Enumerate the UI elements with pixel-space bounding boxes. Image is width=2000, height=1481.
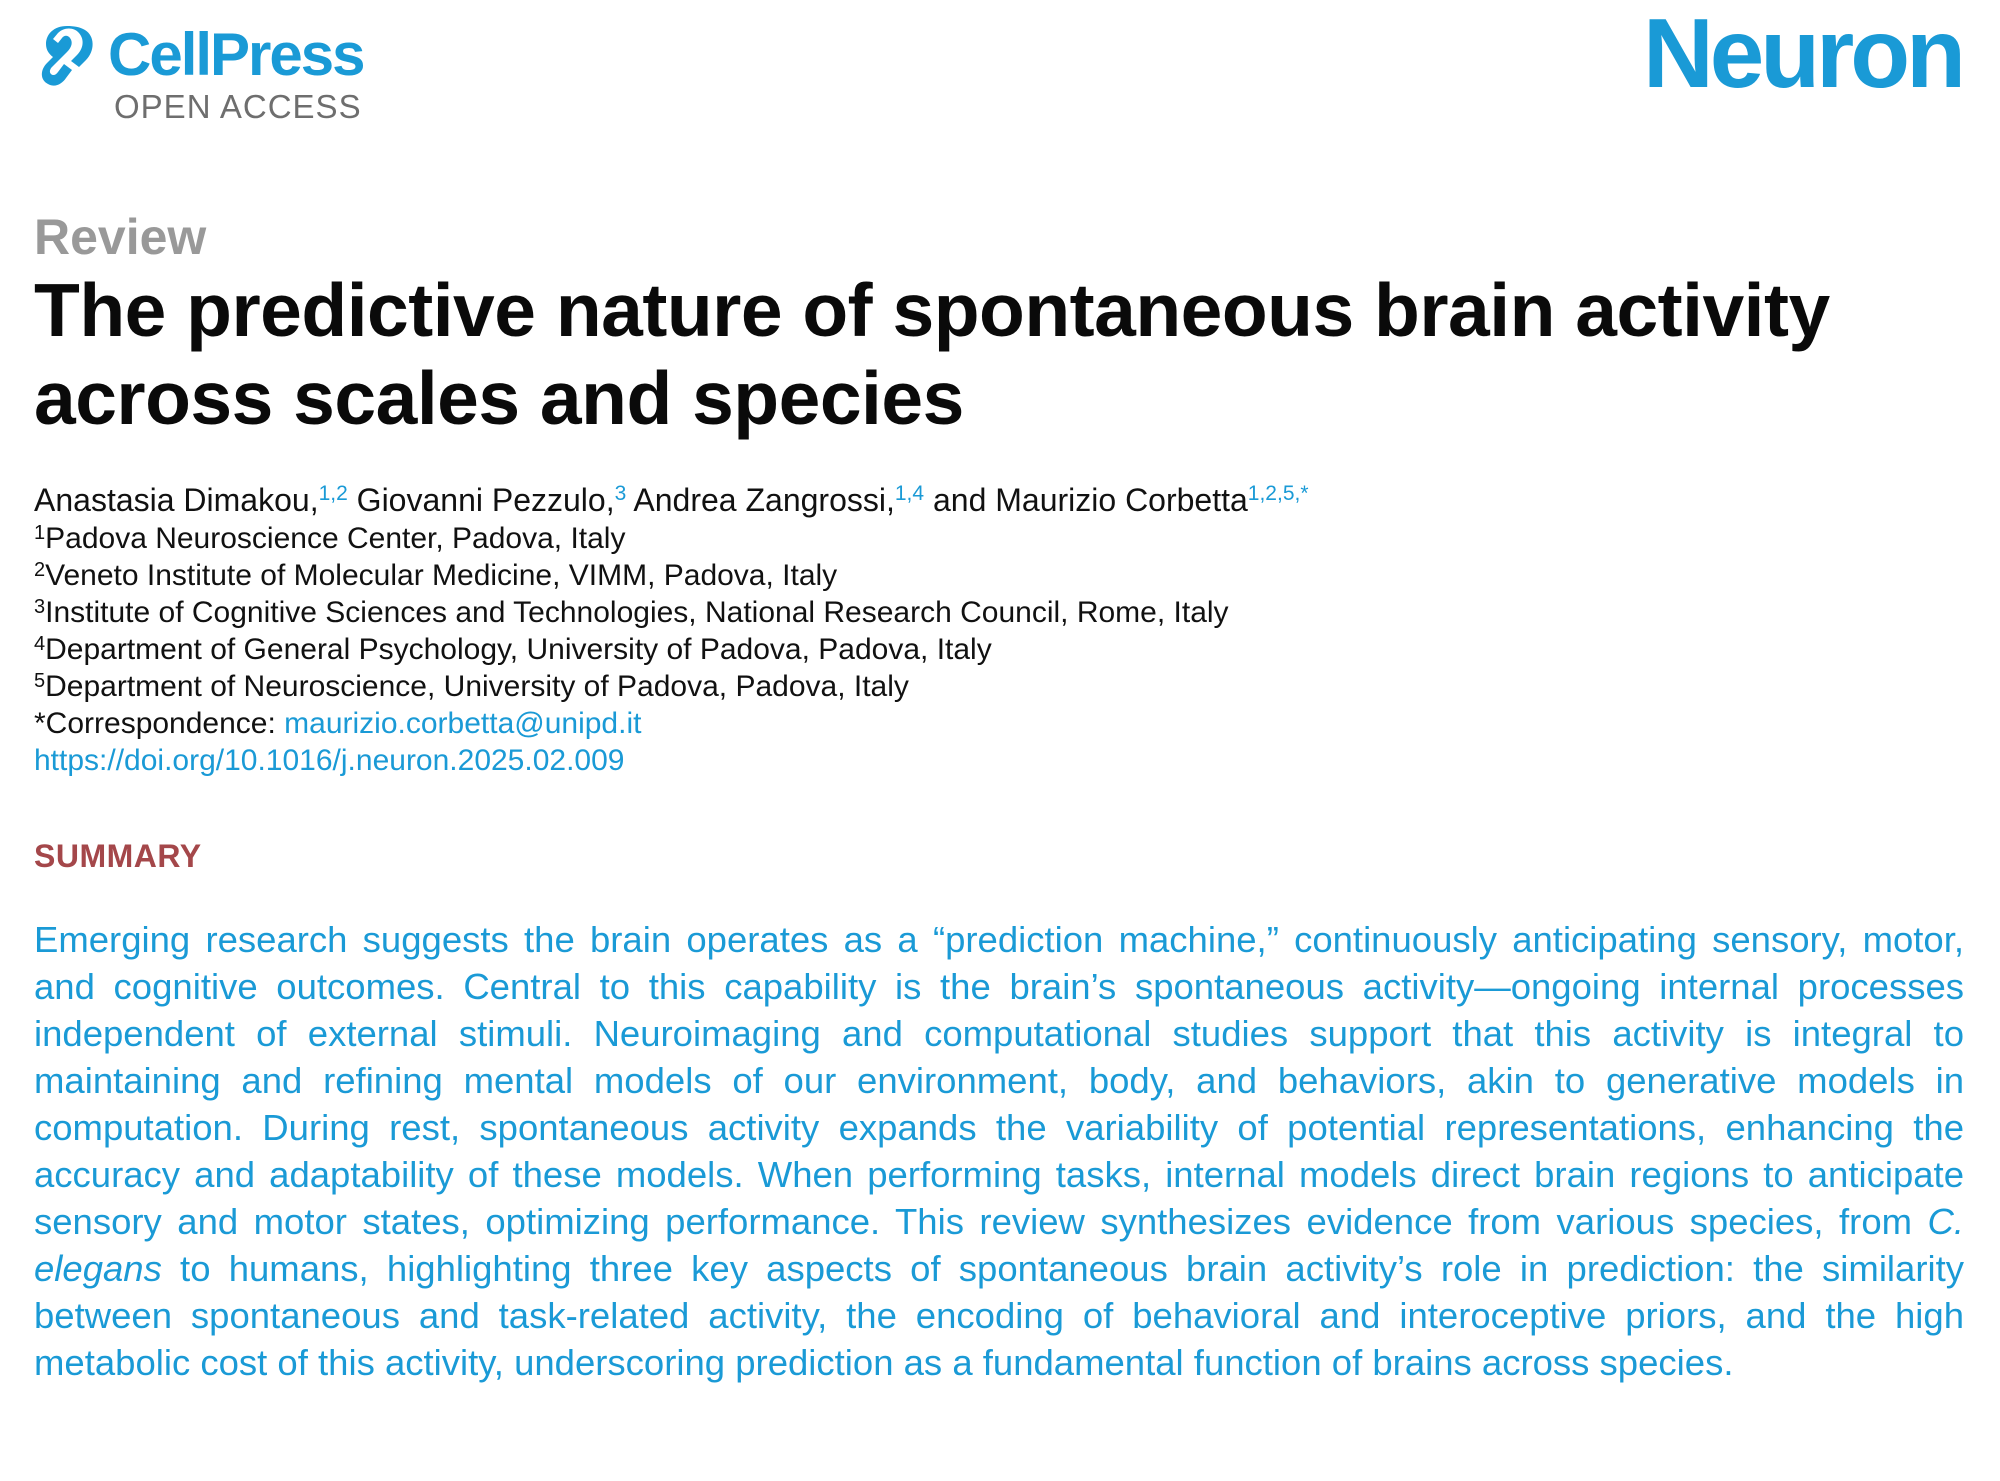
summary-heading: SUMMARY bbox=[34, 838, 202, 874]
affiliation-number: 5 bbox=[34, 670, 46, 692]
summary-species-italic: C. elegans bbox=[34, 1201, 1964, 1289]
cellpress-logo-icon bbox=[34, 22, 100, 88]
journal-name[interactable]: Neuron bbox=[1643, 0, 1962, 108]
affiliation-number: 2 bbox=[34, 559, 46, 581]
publisher-name: CellPress bbox=[108, 21, 364, 88]
affiliation-item bbox=[34, 594, 1229, 631]
author-affiliation-marker[interactable]: 3 bbox=[614, 482, 627, 505]
affiliation-text: Institute of Cognitive Sciences and Technologies, National Research Council, Rome, Italy bbox=[45, 596, 1229, 629]
author-name[interactable]: and Maurizio Corbetta bbox=[932, 482, 1248, 518]
affiliation-number: 4 bbox=[34, 633, 46, 655]
article-title: The predictive nature of spontaneous brain activity across scales and species bbox=[34, 268, 1830, 440]
affiliation-text: Veneto Institute of Molecular Medicine, VIMM, Padova, Italy bbox=[45, 559, 838, 592]
doi-line bbox=[34, 742, 1229, 779]
summary-text-part: to humans, highlighting three key aspects of spontaneous brain activity’s role in prediction: the similarity between spontaneous and task-related activity, the encoding of behavioral and interoceptive priors, and the high metabolic cost of this activity, underscoring prediction as a fundamental function of brains across species. bbox=[34, 1248, 1964, 1383]
correspondence-label: *Correspondence: bbox=[34, 707, 285, 740]
article-type: Review bbox=[34, 209, 207, 265]
summary-body bbox=[34, 916, 1964, 1386]
affiliation-text: Padova Neuroscience Center, Padova, Italy bbox=[45, 522, 626, 555]
affiliation-item bbox=[34, 668, 1229, 705]
publisher-tagline: OPEN ACCESS bbox=[114, 88, 362, 125]
affiliation-item bbox=[34, 557, 1229, 594]
affiliation-number: 3 bbox=[34, 596, 46, 618]
affiliation-list bbox=[34, 520, 1229, 779]
doi-link[interactable]: https://doi.org/10.1016/j.neuron.2025.02.009 bbox=[34, 744, 625, 777]
affiliation-text: Department of Neuroscience, University of Padova, Padova, Italy bbox=[45, 670, 909, 703]
affiliation-item bbox=[34, 631, 1229, 668]
author-affiliation-marker[interactable]: 1,2 bbox=[318, 482, 348, 505]
correspondence-email-link[interactable]: maurizio.corbetta@unipd.it bbox=[284, 707, 642, 740]
author-affiliation-marker[interactable]: 1,4 bbox=[894, 482, 925, 505]
affiliation-number: 1 bbox=[34, 522, 46, 544]
publisher-logo[interactable] bbox=[34, 22, 364, 123]
author-name[interactable]: Anastasia Dimakou, bbox=[34, 482, 319, 518]
affiliation-text: Department of General Psychology, University of Padova, Padova, Italy bbox=[45, 633, 992, 666]
author-affiliation-marker[interactable]: 1,2,5,* bbox=[1247, 482, 1309, 505]
summary-text-part: Emerging research suggests the brain operates as a “prediction machine,” continuously anticipating sensory, motor, and cognitive outcomes. Central to this capability is the brain’s spontaneous activity—ongoing internal processes independent of external stimuli. Neuroimaging and computational studies support that this activity is integral to maintaining and refining mental models of our environment, body, and behaviors, akin to generative models in computation. During rest, spontaneous activity expands the variability of potential representations, enhancing the accuracy and adaptability of these models. When performing tasks, internal models direct brain regions to anticipate sensory and motor states, optimizing performance. This review synthesizes evidence from various species, from bbox=[34, 919, 1964, 1242]
correspondence bbox=[34, 705, 1229, 742]
author-list bbox=[34, 480, 1309, 520]
author-name[interactable]: Giovanni Pezzulo, bbox=[356, 482, 615, 518]
author-name[interactable]: Andrea Zangrossi, bbox=[633, 482, 895, 518]
affiliation-item bbox=[34, 520, 1229, 557]
